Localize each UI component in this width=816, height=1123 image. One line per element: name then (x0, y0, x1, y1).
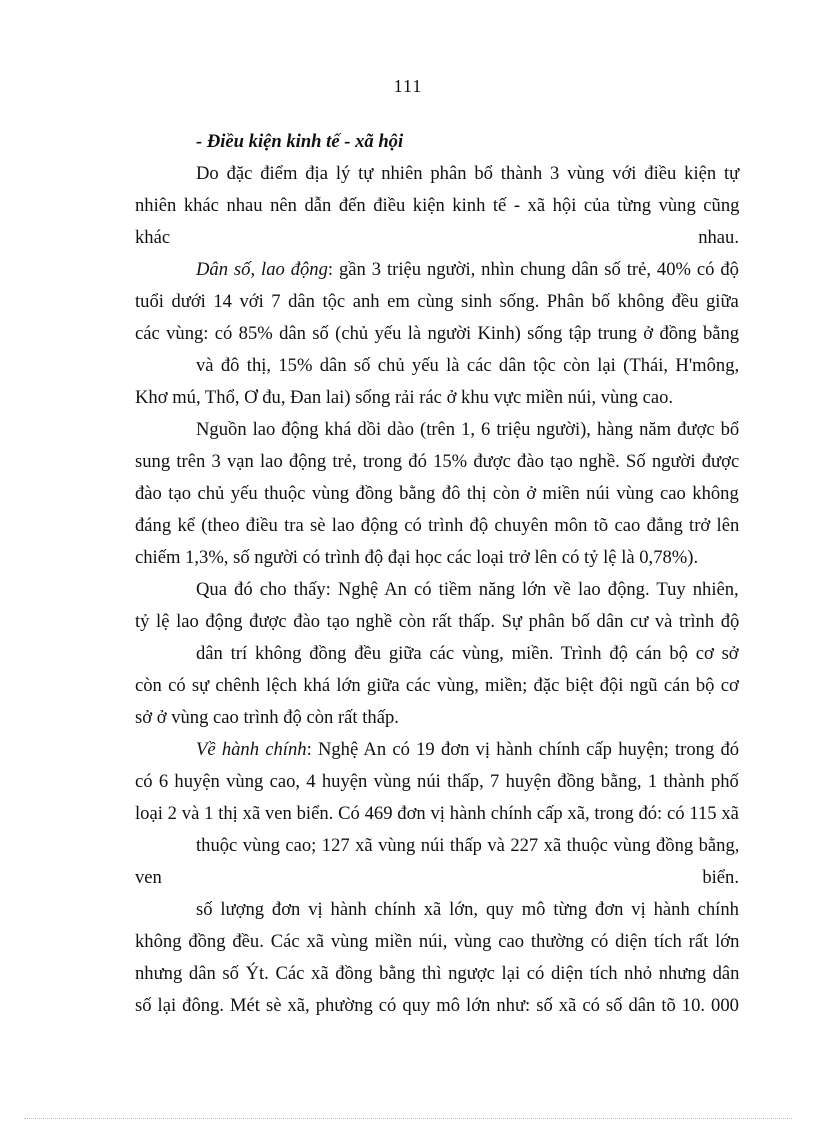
paragraph-line: các vùng: có 85% dân số (chủ yếu là người Kinh) sống tập trung ở đồng bằng (135, 323, 740, 344)
inline-italic-term: Về hành chính (196, 739, 307, 760)
paragraph-line: đào tạo chủ yếu thuộc vùng đồng bằng đô thị còn ở miền núi vùng cao không (135, 483, 739, 504)
paragraph-line: Nguồn lao động khá dồi dào (trên 1, 6 triệu người), hàng năm được bổ (196, 419, 740, 440)
paragraph-line: tỷ lệ lao động được đào tạo nghề còn rất thấp. Sự phân bố dân cư và trình độ (135, 611, 740, 632)
paragraph-line (196, 739, 739, 761)
paragraph-line: Do đặc điểm địa lý tự nhiên phân bổ thành 3 vùng với điều kiện tự (196, 163, 740, 184)
line-word: nhau. (698, 227, 739, 248)
paragraph-line: Khơ mú, Thổ, Ơ đu, Đan lai) sống rải rác ở khu vực miền núi, vùng cao. (135, 387, 674, 408)
paragraph-line: thuộc vùng cao; 127 xã vùng núi thấp và 227 xã thuộc vùng đồng bằng, (196, 835, 740, 856)
paragraph-line: sở ở vùng cao trình độ còn rất thấp. (135, 707, 399, 728)
paragraph-line-justified (135, 867, 739, 889)
paragraph-line: Qua đó cho thấy: Nghệ An có tiềm năng lớn về lao động. Tuy nhiên, (196, 579, 739, 600)
paragraph-line: còn có sự chênh lệch khá lớn giữa các vùng, miền; đặc biệt đội ngũ cán bộ cơ (135, 675, 739, 696)
paragraph-line: số lượng đơn vị hành chính xã lớn, quy mô từng đơn vị hành chính (196, 899, 739, 920)
paragraph-line: tuổi dưới 14 với 7 dân tộc anh em cùng sinh sống. Phân bố không đều giữa (135, 291, 739, 312)
paragraph-line (196, 259, 739, 281)
paragraph-line: không đồng đều. Các xã vùng miền núi, vùng cao thường có diện tích rất lớn (135, 931, 740, 952)
inline-italic-term: Dân số, lao động (196, 259, 328, 280)
paragraph-line: nhiên khác nhau nên dẫn đến điều kiện kinh tế - xã hội của từng vùng cũng (135, 195, 740, 216)
page-number: 111 (393, 76, 423, 96)
paragraph-line: sung trên 3 vạn lao động trẻ, trong đó 15% được đào tạo nghề. Số người được (135, 451, 740, 472)
line-word: khác (135, 227, 171, 248)
section-heading: - Điều kiện kinh tế - xã hội (196, 131, 404, 152)
paragraph-line: dân trí không đồng đều giữa các vùng, miền. Trình độ cán bộ cơ sở (196, 643, 739, 664)
line-text: : gần 3 triệu người, nhìn chung dân số trẻ, 40% có độ (327, 259, 739, 280)
line-word: biển. (702, 867, 739, 888)
paragraph-line: chiếm 1,3%, số người có trình độ đại học các loại trở lên có tỷ lệ là 0,78%). (135, 547, 699, 568)
line-word: ven (135, 867, 162, 888)
paragraph-line: nhưng dân số Ýt. Các xã đồng bằng thì ngược lại có diện tích nhỏ nhưng dân (135, 963, 740, 984)
line-text: : Nghệ An có 19 đơn vị hành chính cấp huyện; trong đó (306, 739, 740, 760)
paragraph-line: số lại đông. Mét sè xã, phường có quy mô lớn như: số xã có số dân tõ 10. 000 (135, 995, 739, 1016)
paragraph-line: và đô thị, 15% dân số chủ yếu là các dân tộc còn lại (Thái, H'mông, (196, 355, 740, 376)
paragraph-line: có 6 huyện vùng cao, 4 huyện vùng núi thấp, 7 huyện đồng bằng, 1 thành phố (135, 771, 739, 792)
paragraph-line-justified (135, 227, 739, 249)
page-bottom-divider (24, 1118, 792, 1119)
paragraph-line: đáng kể (theo điều tra sè lao động có trình độ chuyên môn tõ cao đẳng trở lên (135, 515, 740, 536)
paragraph-line: loại 2 và 1 thị xã ven biển. Có 469 đơn vị hành chính cấp xã, trong đó: có 115 xã (135, 803, 739, 824)
